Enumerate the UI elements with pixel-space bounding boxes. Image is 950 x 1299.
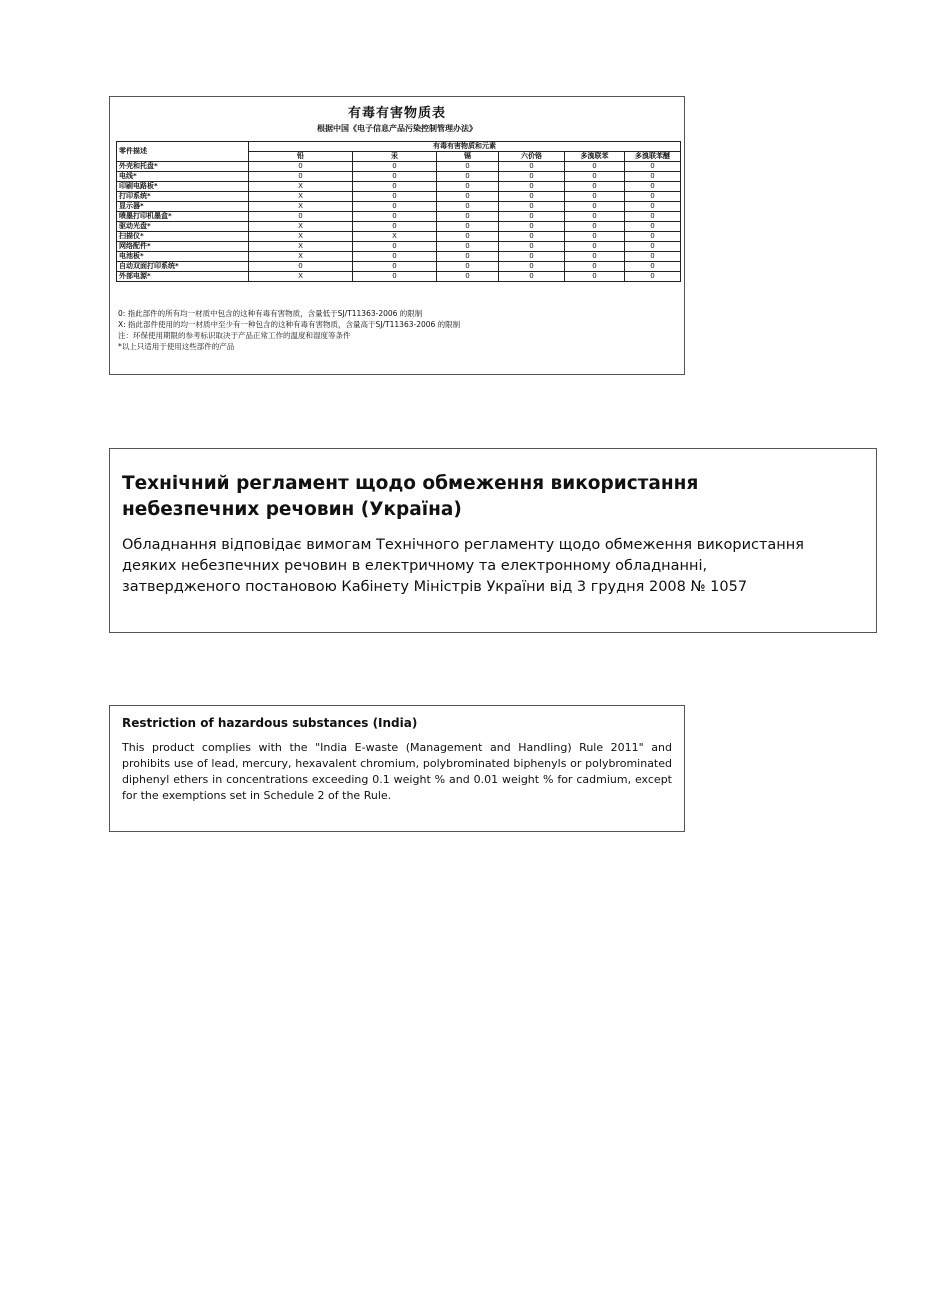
substance-column-header: 镉	[437, 152, 499, 162]
substance-value-cell: 0	[565, 262, 625, 272]
substance-value-cell: 0	[565, 202, 625, 212]
substance-value-cell: 0	[565, 162, 625, 172]
substance-value-cell: 0	[625, 212, 681, 222]
substance-value-cell: 0	[437, 192, 499, 202]
substance-column-header: 多溴联苯	[565, 152, 625, 162]
part-name-cell: 自动双面打印系统*	[117, 262, 249, 272]
substance-value-cell: 0	[499, 242, 565, 252]
part-name-cell: 喷墨打印机墨盒*	[117, 212, 249, 222]
note-zero: 0: 指此部件的所有均一材质中包含的这种有毒有害物质，含量低于SJ/T11363-2006 的限制	[118, 309, 423, 318]
part-name-cell: 电线*	[117, 172, 249, 182]
substance-value-cell: 0	[565, 212, 625, 222]
substance-column-header: 多溴联苯醚	[625, 152, 681, 162]
table-row	[117, 232, 681, 242]
substance-value-cell: 0	[437, 242, 499, 252]
ukraine-body-line: затвердженого постановою Кабінету Міністрів України від 3 грудня 2008 № 1057	[122, 579, 748, 595]
ukraine-title	[122, 471, 864, 523]
substance-value-cell: 0	[625, 262, 681, 272]
substance-value-cell: X	[249, 232, 353, 242]
ukraine-body-line: Обладнання відповідає вимогам Технічного регламенту щодо обмеження використання	[122, 537, 804, 553]
substance-value-cell: 0	[353, 212, 437, 222]
substance-value-cell: 0	[353, 272, 437, 282]
substance-value-cell: X	[249, 272, 353, 282]
substance-value-cell: X	[249, 222, 353, 232]
table-row	[117, 162, 681, 172]
substance-value-cell: 0	[625, 232, 681, 242]
substance-value-cell: 0	[565, 232, 625, 242]
substance-value-cell: 0	[499, 212, 565, 222]
substance-value-cell: 0	[499, 172, 565, 182]
substance-value-cell: 0	[353, 182, 437, 192]
table-row	[117, 182, 681, 192]
substance-value-cell: 0	[437, 222, 499, 232]
substance-value-cell: 0	[499, 182, 565, 192]
substance-value-cell: 0	[353, 192, 437, 202]
substance-value-cell: 0	[565, 192, 625, 202]
table-row	[117, 222, 681, 232]
substance-value-cell: 0	[437, 212, 499, 222]
substance-value-cell: 0	[437, 252, 499, 262]
note-applicability: *以上只适用于使用这些部件的产品	[118, 342, 235, 351]
substance-column-header: 汞	[353, 152, 437, 162]
table-row	[117, 192, 681, 202]
ukraine-title-line: Технічний регламент щодо обмеження використання	[122, 473, 699, 494]
substance-value-cell: 0	[437, 232, 499, 242]
substance-value-cell: 0	[437, 272, 499, 282]
substance-value-cell: 0	[565, 222, 625, 232]
table-row	[117, 272, 681, 282]
substance-value-cell: 0	[625, 162, 681, 172]
substance-value-cell: X	[353, 232, 437, 242]
substance-value-cell: 0	[499, 272, 565, 282]
part-name-cell: 外部电源*	[117, 272, 249, 282]
ukraine-regulation-box	[109, 448, 877, 633]
india-rohs-box	[109, 705, 685, 832]
substances-group-header: 有毒有害物质和元素	[249, 142, 681, 152]
substance-value-cell: 0	[499, 162, 565, 172]
part-name-cell: 驱动光盘*	[117, 222, 249, 232]
substance-value-cell: 0	[353, 252, 437, 262]
substance-value-cell: 0	[353, 162, 437, 172]
substance-value-cell: X	[249, 242, 353, 252]
substance-value-cell: 0	[499, 252, 565, 262]
substance-value-cell: 0	[249, 162, 353, 172]
table-group-header-row	[117, 142, 681, 152]
ukraine-title-line: небезпечних речовин (Україна)	[122, 499, 462, 520]
substance-value-cell: 0	[565, 242, 625, 252]
substance-value-cell: 0	[353, 172, 437, 182]
substance-value-cell: 0	[625, 242, 681, 252]
table-row	[117, 262, 681, 272]
substance-value-cell: 0	[499, 202, 565, 212]
substance-value-cell: X	[249, 182, 353, 192]
table-row	[117, 242, 681, 252]
substance-value-cell: 0	[625, 182, 681, 192]
substance-value-cell: 0	[565, 182, 625, 192]
substance-value-cell: 0	[249, 262, 353, 272]
substance-value-cell: 0	[625, 202, 681, 212]
substance-value-cell: 0	[437, 262, 499, 272]
part-name-cell: 电池板*	[117, 252, 249, 262]
china-table-title: 有毒有害物质表	[347, 106, 446, 121]
china-table-notes	[118, 308, 678, 352]
substance-value-cell: 0	[499, 262, 565, 272]
substance-value-cell: 0	[249, 212, 353, 222]
india-title: Restriction of hazardous substances (India)	[122, 716, 418, 730]
india-body: This product complies with the "India E-waste (Management and Handling) Rule 2011" and prohibits use of lead, mercury, hexavalent chromium, polybrominated biphenyls or polybrominated diphenyl ethers in concentrations exceeding 0.1 weight % and 0.01 weight % for cadmium, except for the exemptions set in Schedule 2 of the Rule.	[122, 741, 672, 802]
part-name-cell: 网络配件*	[117, 242, 249, 252]
substance-value-cell: 0	[353, 242, 437, 252]
substance-value-cell: 0	[437, 182, 499, 192]
table-row	[117, 212, 681, 222]
substance-value-cell: 0	[353, 262, 437, 272]
substance-value-cell: 0	[353, 202, 437, 212]
part-description-header: 零件描述	[117, 142, 249, 162]
substance-value-cell: 0	[625, 172, 681, 182]
substance-column-header: 铅	[249, 152, 353, 162]
substance-value-cell: 0	[499, 192, 565, 202]
part-name-cell: 外壳和托盘*	[117, 162, 249, 172]
ukraine-body-line: деяких небезпечних речовин в електричному та електронному обладнанні,	[122, 558, 708, 574]
substance-value-cell: 0	[625, 252, 681, 262]
hazardous-substances-table	[116, 141, 681, 282]
substance-value-cell: 0	[437, 202, 499, 212]
part-name-cell: 印刷电路板*	[117, 182, 249, 192]
china-hazardous-substances-box	[109, 96, 685, 375]
substance-value-cell: X	[249, 252, 353, 262]
substance-value-cell: 0	[625, 272, 681, 282]
substance-value-cell: 0	[437, 172, 499, 182]
substance-value-cell: 0	[499, 222, 565, 232]
substance-value-cell: 0	[565, 252, 625, 262]
part-name-cell: 打印系统*	[117, 192, 249, 202]
substance-value-cell: X	[249, 202, 353, 212]
substance-value-cell: 0	[249, 172, 353, 182]
table-row	[117, 252, 681, 262]
substance-column-header: 六价铬	[499, 152, 565, 162]
substance-value-cell: 0	[625, 192, 681, 202]
ukraine-body	[122, 535, 864, 598]
substance-value-cell: 0	[437, 162, 499, 172]
substance-value-cell: 0	[565, 172, 625, 182]
substance-value-cell: X	[249, 192, 353, 202]
table-row	[117, 202, 681, 212]
china-table-subtitle: 根据中国《电子信息产品污染控制管理办法》	[317, 124, 477, 133]
substance-value-cell: 0	[625, 222, 681, 232]
substance-value-cell: 0	[565, 272, 625, 282]
part-name-cell: 显示器*	[117, 202, 249, 212]
note-x: X: 指此部件使用的均一材质中至少有一种包含的这种有毒有害物质，含量高于SJ/T11363-2006 的限制	[118, 320, 461, 329]
table-row	[117, 172, 681, 182]
note-eco-period: 注：环保使用期限的参考标识取决于产品正常工作的温度和湿度等条件	[118, 331, 351, 340]
part-name-cell: 扫描仪*	[117, 232, 249, 242]
substance-value-cell: 0	[353, 222, 437, 232]
substance-value-cell: 0	[499, 232, 565, 242]
